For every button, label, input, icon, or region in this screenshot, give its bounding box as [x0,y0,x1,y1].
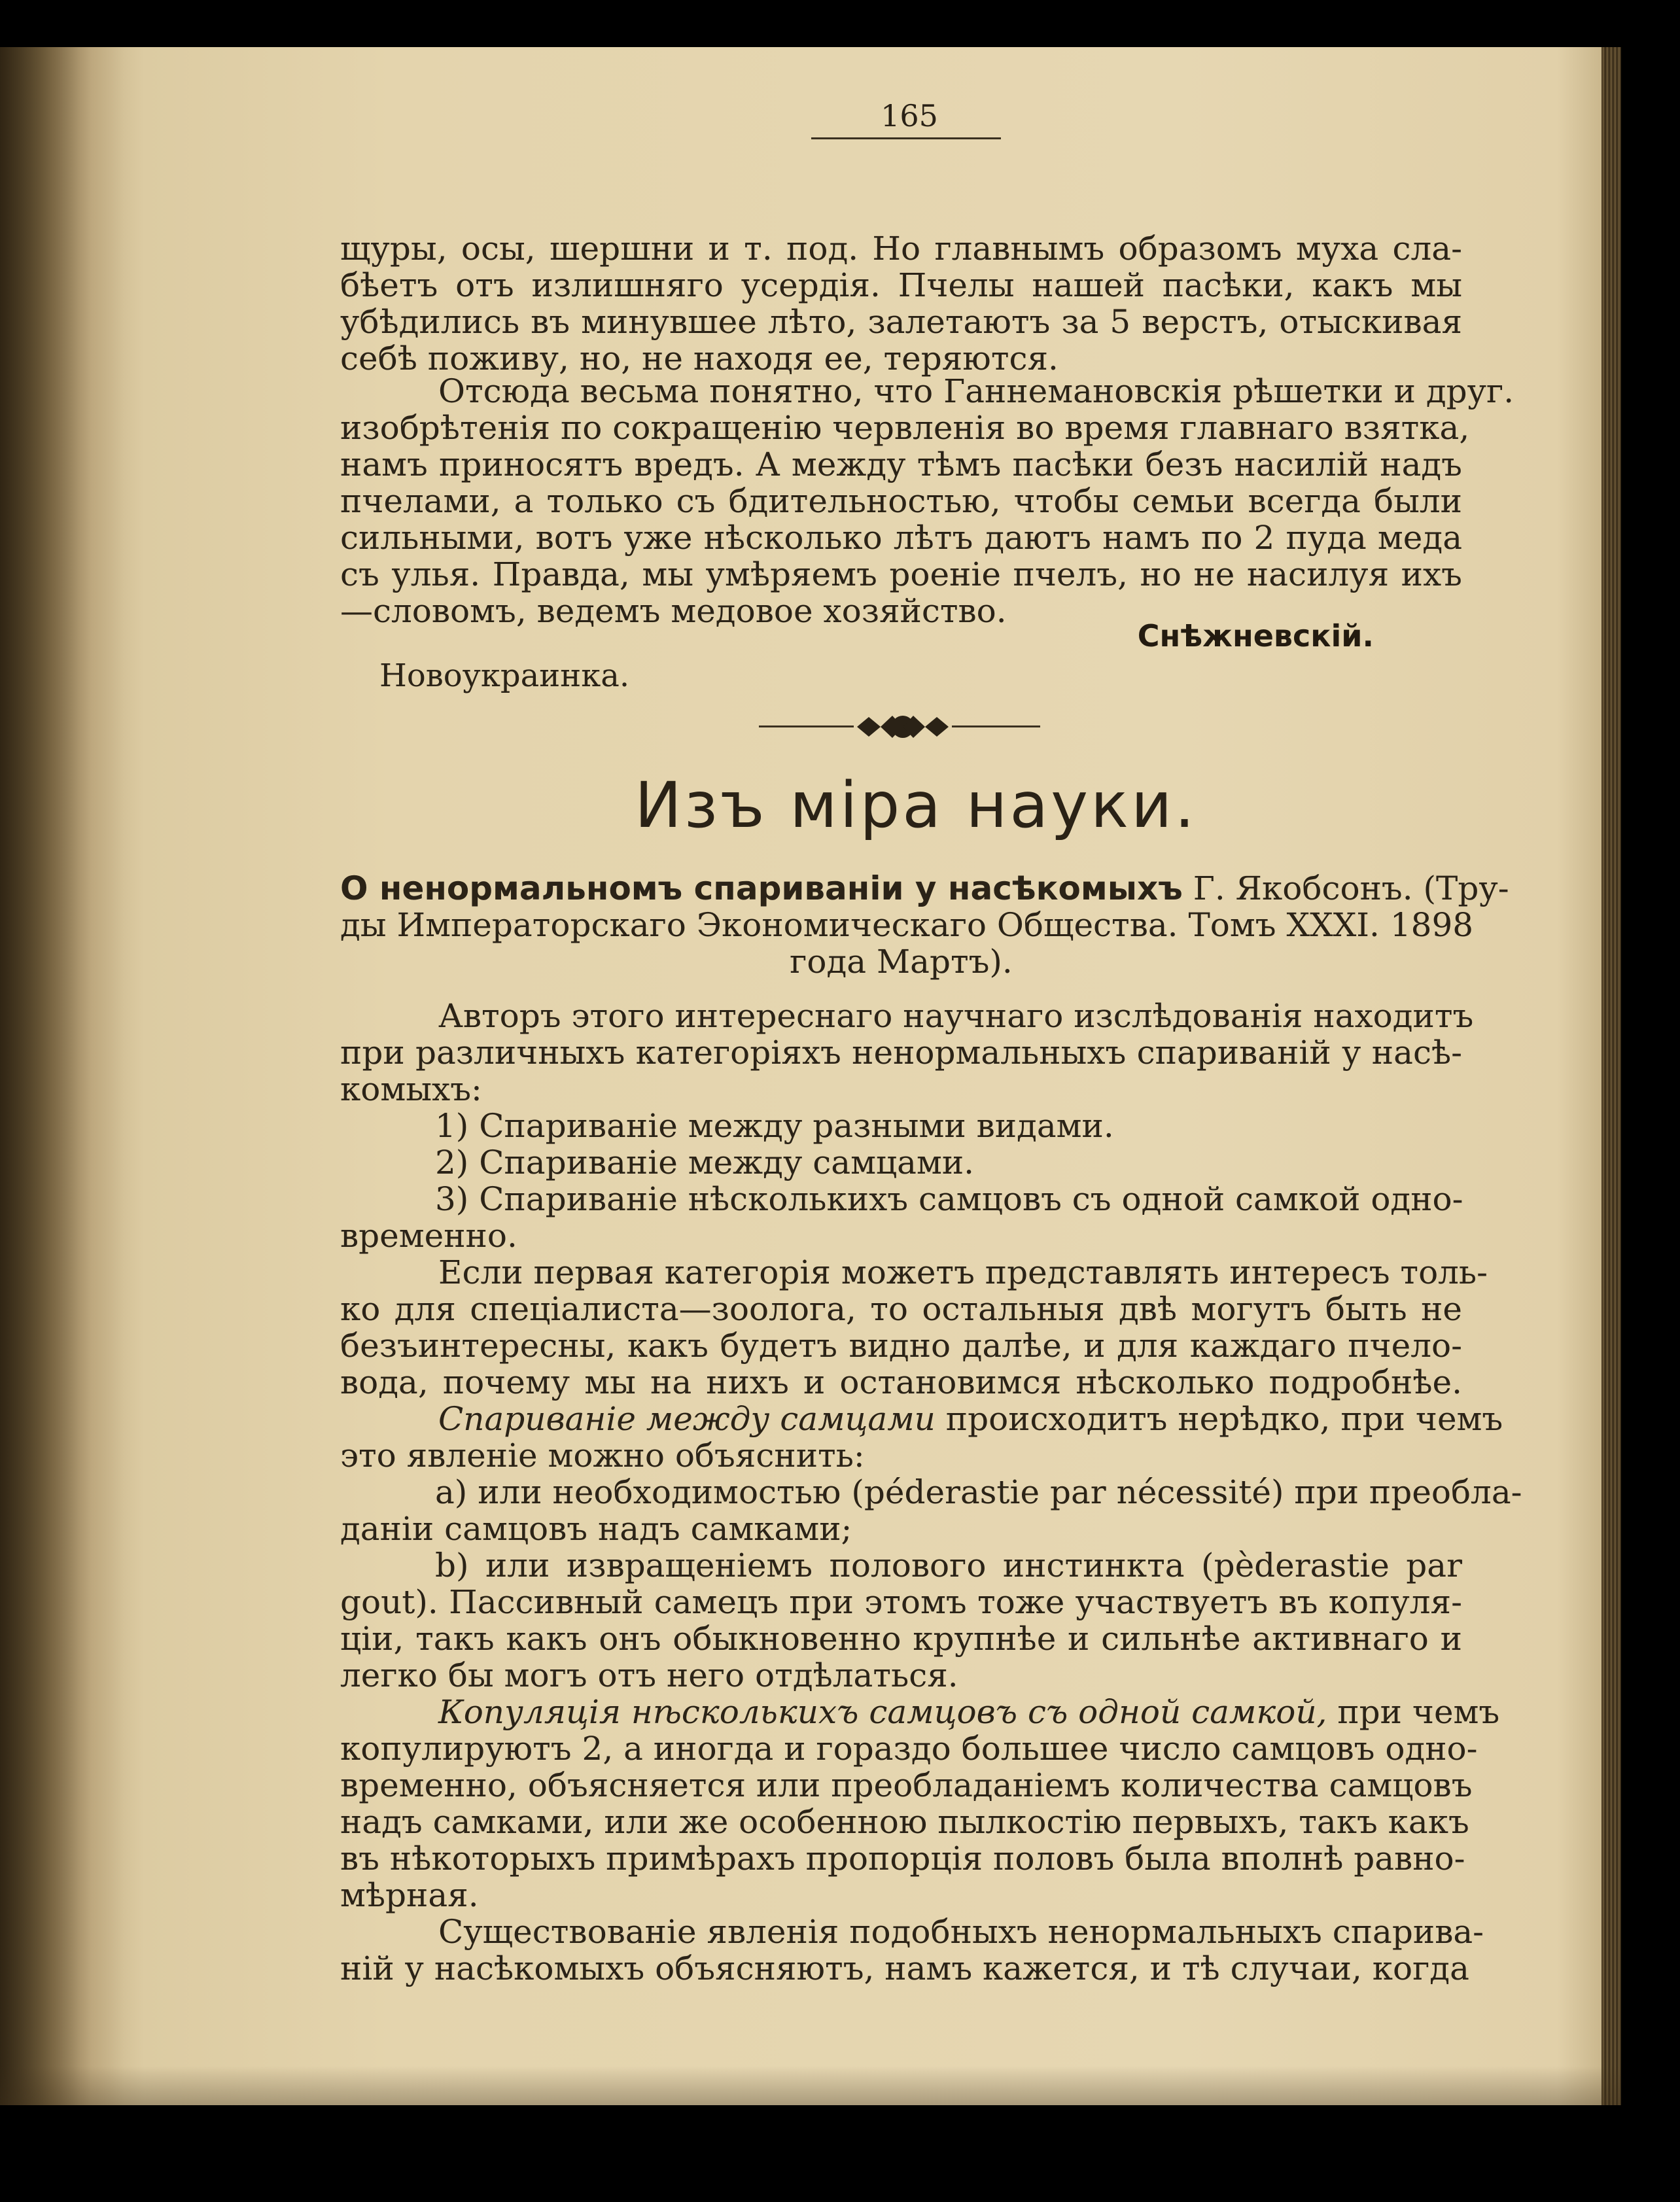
list-item: 2) Спариваніе между самцами. [435,1144,975,1181]
list-item: 1) Спариваніе между разными видами. [435,1107,1114,1145]
text-line: безъинтересны, какъ будетъ видно далѣе, и для каждаго пчело- [340,1327,1462,1365]
text-line: мѣрная. [340,1876,479,1914]
title-line-1 [340,869,1509,907]
text-line: въ нѣкоторыхъ примѣрахъ пропорція половъ была вполнѣ равно- [340,1840,1465,1878]
italic-phrase: Копуляція нѣсколькихъ самцовъ съ одной самкой, [438,1693,1327,1731]
italic-phrase: Спариваніе между самцами [438,1400,936,1438]
text-line: временно, объясняется или преобладаніемъ количества самцовъ [340,1766,1473,1804]
text-line: изобрѣтенія по сокращенію червленія во время главнаго взятка, [340,409,1470,447]
article-body [340,997,1522,1987]
ornamental-divider [759,710,1040,743]
text-line: намъ приносятъ вредъ. А между тѣмъ пасѣки безъ насилій надъ [340,446,1462,483]
text-line: —словомъ, ведемъ медовое хозяйство. [340,592,1007,630]
text-line: пчелами, а только съ бдительностью, чтобы семьи всегда были [340,482,1462,520]
text-line: ній у насѣкомыхъ объясняютъ, намъ кажется, и тѣ случаи, когда [340,1949,1469,1987]
text-line [340,1693,1500,1731]
page-spine-shadow [0,47,124,2105]
text-fragment: происходитъ нерѣдко, при чемъ [945,1400,1503,1438]
text-line: копулируютъ 2, а иногда и гораздо большее число самцовъ одно- [340,1730,1478,1768]
text-line: легко бы могъ отъ него отдѣлаться. [340,1656,958,1694]
text-line: щуры, осы, шершни и т. под. Но главнымъ образомъ муха сла- [340,230,1462,268]
article-title [340,869,1509,981]
text-line: Существованіе явленія подобныхъ ненормальныхъ спарива- [438,1913,1484,1951]
title-line-2: ды Императорскаго Экономическаго Общества. Томъ XXXI. 1898 [340,906,1474,944]
paragraph-2 [340,372,1514,630]
author-signature: Снѣжневскій. [1137,618,1374,654]
list-item: а) или необходимостью (pédеrastie par nécessité) при преобла- [435,1473,1522,1511]
text-line: надъ самками, или же особенною пылкостію первыхъ, такъ какъ [340,1803,1469,1841]
page-number: 165 [881,98,938,133]
text-fragment: при чемъ [1337,1693,1500,1731]
section-heading: Изъ міра науки. [635,769,1197,842]
text-line: себѣ поживу, но, не находя ее, теряются. [340,340,1059,377]
title-author: Г. Якобсонъ. (Тру- [1193,869,1509,907]
divider-line-left [759,725,854,727]
page-edge [1601,47,1621,2105]
text-line: убѣдились въ минувшее лѣто, залетаютъ за 5 верстъ, отыскивая [340,303,1462,341]
page-bottom-shadow [0,2066,1621,2105]
text-line: gout). Пассивный самецъ при этомъ тоже участвуетъ въ копуля- [340,1583,1462,1621]
text-line: съ улья. Правда, мы умѣряемъ роеніе пчелъ, но не насилуя ихъ [340,555,1462,593]
page-number-rule [811,137,1001,139]
text-line: Авторъ этого интереснаго научнаго изслѣдованія находитъ [438,997,1474,1035]
text-line: ціи, такъ какъ онъ обыкновенно крупнѣе и сильнѣе активнаго и [340,1620,1462,1658]
text-line: при различныхъ категоріяхъ ненормальныхъ спариваній у насѣ- [340,1034,1462,1072]
text-line: временно. [340,1217,517,1255]
text-line [340,1400,1503,1438]
title-line-3: года Мартъ). [790,943,1013,981]
diamond-ornament-icon [857,713,949,741]
place-name: Новоукраинка. [379,657,630,694]
divider-line-right [952,725,1040,727]
text-line: это явленіе можно объяснить: [340,1437,865,1475]
title-bold: О ненормальномъ спариваніи у насѣкомыхъ [340,869,1183,907]
text-line: Если первая категорія можетъ представлять интересъ толь- [438,1253,1488,1291]
list-item: b) или извращеніемъ полового инстинкта (pèderastie par [435,1547,1462,1584]
text-line: вода, почему мы на нихъ и остановимся нѣсколько подробнѣе. [340,1363,1462,1401]
intro-paragraph [340,230,1462,377]
text-line: бѣетъ отъ излишняго усердія. Пчелы нашей пасѣки, какъ мы [340,266,1462,304]
text-line: сильными, вотъ уже нѣсколько лѣтъ даютъ намъ по 2 пуда меда [340,519,1462,557]
list-item: 3) Спариваніе нѣсколькихъ самцовъ съ одной самкой одно- [435,1180,1463,1218]
text-line: ко для спеціалиста—зоолога, то остальныя двѣ могутъ быть не [340,1290,1462,1328]
text-line: Отсюда весьма понятно, что Ганнемановскія рѣшетки и друг. [438,372,1514,410]
text-line: даніи самцовъ надъ самками; [340,1510,852,1548]
text-line: комыхъ: [340,1070,482,1108]
